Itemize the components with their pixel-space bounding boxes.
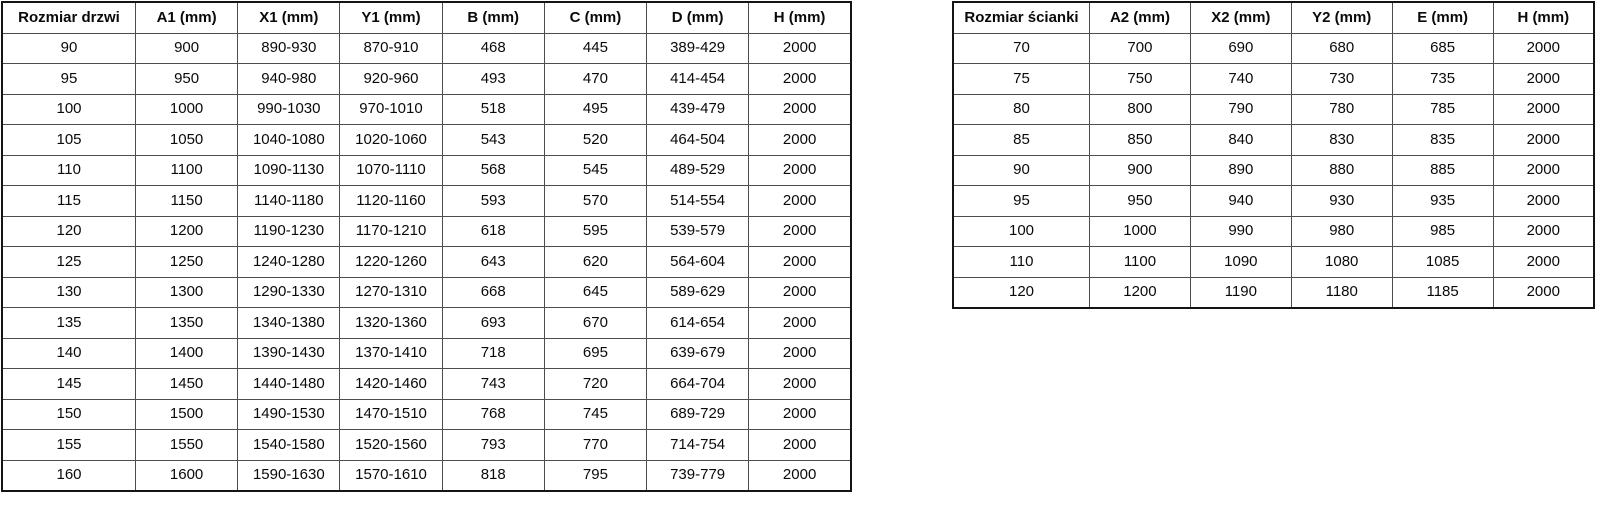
table-cell: 90 [2,33,136,64]
table-cell: 1200 [136,216,238,247]
table-cell: 100 [953,216,1090,247]
table-cell: 514-554 [647,186,749,217]
table-cell: 100 [2,94,136,125]
table-cell: 670 [544,308,646,339]
table-cell: 700 [1090,33,1191,64]
table-cell: 1420-1460 [340,369,442,400]
table-cell: 940-980 [238,64,340,95]
table-cell: 745 [544,399,646,430]
table-cell: 795 [544,460,646,491]
table-cell: 750 [1090,64,1191,95]
table-cell: 1150 [136,186,238,217]
table-cell: 2000 [749,33,851,64]
table-cell: 115 [2,186,136,217]
wall-panel-sizes-table [952,1,1595,309]
table-cell: 1000 [136,94,238,125]
table-cell: 595 [544,216,646,247]
table-cell: 150 [2,399,136,430]
table-row [2,33,851,64]
table-cell: 495 [544,94,646,125]
table-cell: 950 [1090,186,1191,217]
table-cell: 900 [136,33,238,64]
table-cell: 2000 [749,186,851,217]
table-cell: 1290-1330 [238,277,340,308]
table-cell: 970-1010 [340,94,442,125]
table-cell: 1490-1530 [238,399,340,430]
column-header: H (mm) [1493,2,1594,33]
table-row [2,247,851,278]
table-cell: 850 [1090,125,1191,156]
table-cell: 445 [544,33,646,64]
column-header: A2 (mm) [1090,2,1191,33]
table-cell: 493 [442,64,544,95]
table-cell: 543 [442,125,544,156]
table-cell: 2000 [1493,277,1594,308]
table-cell: 618 [442,216,544,247]
table-cell: 2000 [749,369,851,400]
table-cell: 489-529 [647,155,749,186]
table-cell: 2000 [1493,125,1594,156]
column-header: A1 (mm) [136,2,238,33]
table-cell: 985 [1392,216,1493,247]
column-header: E (mm) [1392,2,1493,33]
table-cell: 520 [544,125,646,156]
table-cell: 389-429 [647,33,749,64]
table-cell: 620 [544,247,646,278]
column-header: Y1 (mm) [340,2,442,33]
table-cell: 639-679 [647,338,749,369]
table-cell: 568 [442,155,544,186]
table-cell: 120 [2,216,136,247]
table-cell: 2000 [1493,64,1594,95]
table-cell: 1400 [136,338,238,369]
table-cell: 135 [2,308,136,339]
table-cell: 1590-1630 [238,460,340,491]
table-cell: 2000 [749,308,851,339]
table-cell: 439-479 [647,94,749,125]
table-row [2,460,851,491]
table-cell: 2000 [749,247,851,278]
table-cell: 1600 [136,460,238,491]
table-cell: 2000 [749,338,851,369]
table-cell: 743 [442,369,544,400]
table-row [953,94,1594,125]
table-cell: 768 [442,399,544,430]
table-cell: 160 [2,460,136,491]
table-cell: 2000 [749,460,851,491]
table-cell: 2000 [1493,33,1594,64]
table-cell: 1220-1260 [340,247,442,278]
table-cell: 2000 [749,155,851,186]
table-cell: 518 [442,94,544,125]
table-cell: 990-1030 [238,94,340,125]
table-cell: 1120-1160 [340,186,442,217]
table-cell: 468 [442,33,544,64]
table-cell: 930 [1291,186,1392,217]
table-cell: 2000 [1493,216,1594,247]
table-cell: 2000 [1493,186,1594,217]
table-cell: 1190 [1190,277,1291,308]
table-cell: 1370-1410 [340,338,442,369]
table-cell: 589-629 [647,277,749,308]
table-cell: 790 [1190,94,1291,125]
table-cell: 695 [544,338,646,369]
table-cell: 2000 [749,64,851,95]
table-row [2,338,851,369]
table-cell: 80 [953,94,1090,125]
table-cell: 90 [953,155,1090,186]
table-row [953,155,1594,186]
table-cell: 570 [544,186,646,217]
table-cell: 2000 [1493,94,1594,125]
table-cell: 1250 [136,247,238,278]
table-cell: 880 [1291,155,1392,186]
table-cell: 835 [1392,125,1493,156]
table-cell: 2000 [749,430,851,461]
table-cell: 2000 [749,125,851,156]
table-cell: 1550 [136,430,238,461]
table-cell: 1100 [136,155,238,186]
table-cell: 740 [1190,64,1291,95]
table-cell: 718 [442,338,544,369]
table-cell: 935 [1392,186,1493,217]
table-row [2,308,851,339]
table-cell: 145 [2,369,136,400]
table-cell: 85 [953,125,1090,156]
table-cell: 1170-1210 [340,216,442,247]
table-row [953,64,1594,95]
table-cell: 464-504 [647,125,749,156]
table-row [2,399,851,430]
table-cell: 693 [442,308,544,339]
header-row [2,2,851,33]
table-cell: 668 [442,277,544,308]
table-cell: 645 [544,277,646,308]
table-cell: 110 [953,247,1090,278]
table-cell: 1540-1580 [238,430,340,461]
table-cell: 1085 [1392,247,1493,278]
table-cell: 1270-1310 [340,277,442,308]
table-cell: 1180 [1291,277,1392,308]
table-cell: 614-654 [647,308,749,339]
table-cell: 2000 [749,216,851,247]
column-header: X2 (mm) [1190,2,1291,33]
table-row [953,33,1594,64]
table-cell: 1440-1480 [238,369,340,400]
table-cell: 730 [1291,64,1392,95]
door-sizes-table [1,1,852,492]
table-cell: 1390-1430 [238,338,340,369]
table-cell: 830 [1291,125,1392,156]
table-cell: 1300 [136,277,238,308]
table-row [2,369,851,400]
table-cell: 470 [544,64,646,95]
table-cell: 1000 [1090,216,1191,247]
table-cell: 780 [1291,94,1392,125]
table-cell: 940 [1190,186,1291,217]
table-cell: 1185 [1392,277,1493,308]
table-row [2,125,851,156]
table-cell: 680 [1291,33,1392,64]
table-cell: 890 [1190,155,1291,186]
table-cell: 95 [953,186,1090,217]
table-cell: 2000 [1493,247,1594,278]
table-cell: 105 [2,125,136,156]
table-row [2,64,851,95]
table-cell: 1040-1080 [238,125,340,156]
table-row [2,94,851,125]
table-cell: 1340-1380 [238,308,340,339]
table-cell: 818 [442,460,544,491]
table-cell: 120 [953,277,1090,308]
table-cell: 1140-1180 [238,186,340,217]
header-row [953,2,1594,33]
table-row [2,155,851,186]
table-cell: 950 [136,64,238,95]
table-cell: 739-779 [647,460,749,491]
table-row [953,247,1594,278]
column-header: C (mm) [544,2,646,33]
table-cell: 70 [953,33,1090,64]
table-cell: 900 [1090,155,1191,186]
table-cell: 885 [1392,155,1493,186]
table-cell: 690 [1190,33,1291,64]
table-cell: 920-960 [340,64,442,95]
table-cell: 1200 [1090,277,1191,308]
column-header: H (mm) [749,2,851,33]
table-row [953,125,1594,156]
table-cell: 1090-1130 [238,155,340,186]
column-header: B (mm) [442,2,544,33]
table-cell: 155 [2,430,136,461]
table-cell: 1500 [136,399,238,430]
table-row [2,430,851,461]
table-cell: 1520-1560 [340,430,442,461]
column-header: Rozmiar ścianki [953,2,1090,33]
table-cell: 735 [1392,64,1493,95]
table-cell: 689-729 [647,399,749,430]
table-row [953,216,1594,247]
column-header: Y2 (mm) [1291,2,1392,33]
table-cell: 1080 [1291,247,1392,278]
table-row [953,277,1594,308]
table-cell: 1350 [136,308,238,339]
table-row [2,277,851,308]
table-cell: 414-454 [647,64,749,95]
table-cell: 539-579 [647,216,749,247]
table-cell: 95 [2,64,136,95]
table-cell: 685 [1392,33,1493,64]
table-cell: 2000 [749,94,851,125]
table-cell: 1020-1060 [340,125,442,156]
table-row [953,186,1594,217]
table-cell: 990 [1190,216,1291,247]
table-cell: 564-604 [647,247,749,278]
column-header: D (mm) [647,2,749,33]
table-cell: 890-930 [238,33,340,64]
table-cell: 793 [442,430,544,461]
table-cell: 785 [1392,94,1493,125]
table-row [2,186,851,217]
table-cell: 125 [2,247,136,278]
table-cell: 130 [2,277,136,308]
table-cell: 1070-1110 [340,155,442,186]
table-cell: 643 [442,247,544,278]
table-cell: 800 [1090,94,1191,125]
table-cell: 2000 [749,277,851,308]
table-cell: 2000 [749,399,851,430]
table-cell: 840 [1190,125,1291,156]
table-cell: 110 [2,155,136,186]
table-cell: 770 [544,430,646,461]
column-header: Rozmiar drzwi [2,2,136,33]
table-cell: 980 [1291,216,1392,247]
table-cell: 1450 [136,369,238,400]
column-header: X1 (mm) [238,2,340,33]
table-cell: 2000 [1493,155,1594,186]
table-cell: 1190-1230 [238,216,340,247]
table-cell: 140 [2,338,136,369]
table-cell: 1050 [136,125,238,156]
table-cell: 545 [544,155,646,186]
table-cell: 1090 [1190,247,1291,278]
table-cell: 1470-1510 [340,399,442,430]
table-cell: 1570-1610 [340,460,442,491]
table-cell: 75 [953,64,1090,95]
table-cell: 1320-1360 [340,308,442,339]
table-cell: 1240-1280 [238,247,340,278]
table-cell: 1100 [1090,247,1191,278]
table-cell: 714-754 [647,430,749,461]
table-row [2,216,851,247]
table-cell: 593 [442,186,544,217]
table-cell: 720 [544,369,646,400]
table-cell: 870-910 [340,33,442,64]
table-cell: 664-704 [647,369,749,400]
